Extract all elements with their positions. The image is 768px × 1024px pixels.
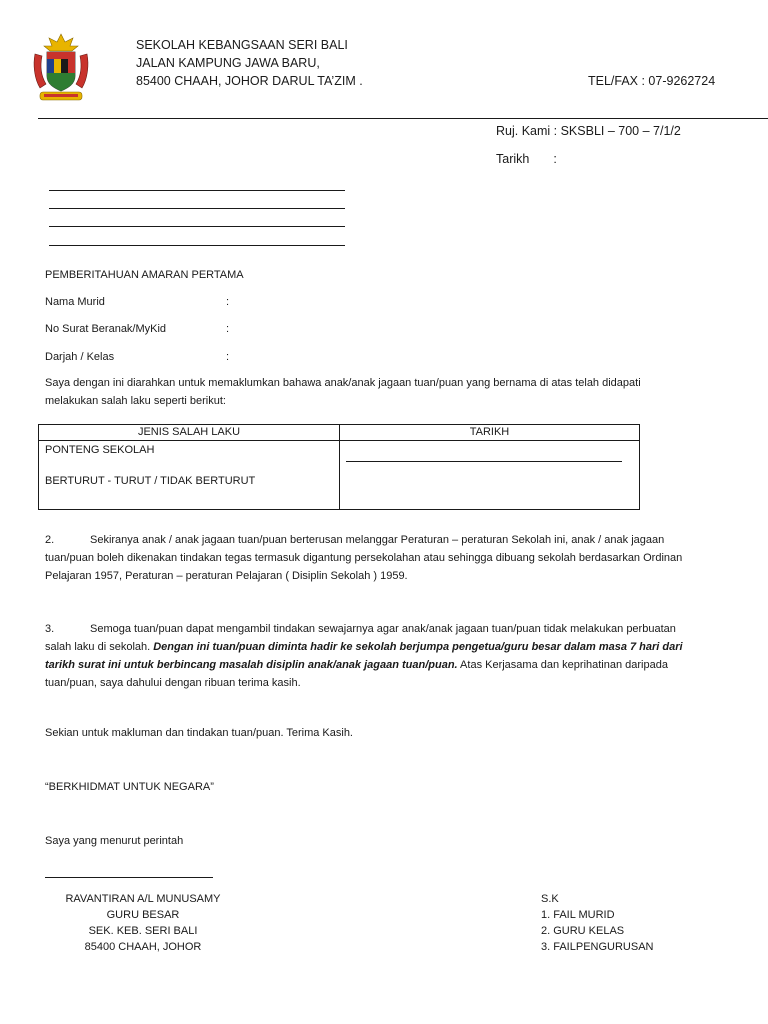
signer-title: GURU BESAR xyxy=(106,909,180,921)
paragraph-3 xyxy=(45,620,685,692)
recipient-address-line xyxy=(49,245,345,246)
school-address-line1: JALAN KAMPUNG JAWA BARU, xyxy=(136,56,320,70)
cc-item: 2. GURU KELAS xyxy=(541,925,625,937)
date-colon: : xyxy=(553,152,557,166)
offense-type-cell xyxy=(39,441,340,510)
signer-name: RAVANTIRAN A/L MUNUSAMY xyxy=(65,893,221,905)
header-divider xyxy=(38,118,768,119)
paragraph-2 xyxy=(45,531,685,585)
cc-item: 1. FAIL MURID xyxy=(541,909,615,921)
paragraph-number: 2. xyxy=(45,534,55,546)
offense-type-line1: PONTENG SEKOLAH xyxy=(45,444,155,456)
signature-line xyxy=(45,877,213,878)
offense-type-line2: BERTURUT - TURUT / TIDAK BERTURUT xyxy=(45,475,256,488)
recipient-address-line xyxy=(49,208,345,209)
motto: “BERKHIDMAT UNTUK NEGARA” xyxy=(45,781,214,793)
paragraph-3-emphasis: Dengan ini tuan/puan diminta hadir ke sekolah berjumpa pengetua/guru besar dalam masa 7 hari dari tarikh surat ini untuk berbincang masalah disiplin anak/anak jagaan tuan/puan. xyxy=(45,641,683,671)
date-blank-line xyxy=(346,461,622,462)
cc-label: S.K xyxy=(541,893,559,905)
telfax: TEL/FAX : 07-9262724 xyxy=(588,74,716,88)
date-field xyxy=(496,152,557,167)
school-name: SEKOLAH KEBANGSAAN SERI BALI xyxy=(136,38,348,52)
reference-number: Ruj. Kami : SKSBLI – 700 – 7/1/2 xyxy=(496,124,681,138)
field-label-class: Darjah / Kelas xyxy=(45,351,115,363)
notice-title: PEMBERITAHUAN AMARAN PERTAMA xyxy=(45,269,244,281)
recipient-address-line xyxy=(49,226,345,227)
coat-of-arms-icon xyxy=(32,32,90,106)
intro-paragraph: Saya dengan ini diarahkan untuk memaklumkan bahawa anak/anak jagaan tuan/puan yang bernama di atas telah didapati melakukan salah laku seperti berikut: xyxy=(45,377,641,407)
offense-table xyxy=(38,424,640,510)
table-header-row xyxy=(39,425,640,441)
signer-school: SEK. KEB. SERI BALI xyxy=(88,925,198,937)
signer-location: 85400 CHAAH, JOHOR xyxy=(84,941,202,953)
recipient-address-line xyxy=(49,190,345,191)
paragraph-3-text-b: Atas Kerjasama dan keprihatinan daripada tuan/puan, saya dahului dengan ribuan terima kasih. xyxy=(45,659,668,689)
paragraph-2-text: Sekiranya anak / anak jagaan tuan/puan berterusan melanggar Peraturan – peraturan Sekolah ini, anak / anak jagaan tuan/puan boleh dikenakan tindakan tegas termasuk digantung persekolahan atau sehingga dibuang sekolah berdasarkan Ordinan Pelajaran 1957, Peraturan – peraturan Pelajaran ( Disiplin Sekolah ) 1959. xyxy=(45,534,683,582)
field-colon: : xyxy=(226,351,230,363)
column-header-offense-type: JENIS SALAH LAKU xyxy=(39,425,340,441)
field-label-birth-cert: No Surat Beranak/MyKid xyxy=(45,323,167,335)
table-row xyxy=(39,441,640,510)
cc-item: 3. FAILPENGURUSAN xyxy=(541,941,654,953)
closing-signoff: Saya yang menurut perintah xyxy=(45,835,184,847)
column-header-date: TARIKH xyxy=(340,425,640,441)
field-colon: : xyxy=(226,296,230,308)
date-label: Tarikh xyxy=(496,152,530,166)
paragraph-3-text-a: Semoga tuan/puan dapat mengambil tindakan sewajarnya agar anak/anak jagaan tuan/puan tidak melakukan perbuatan salah laku di sekolah. xyxy=(45,623,676,653)
field-colon: : xyxy=(226,323,230,335)
paragraph-number: 3. xyxy=(45,623,55,635)
field-label-student-name: Nama Murid xyxy=(45,296,105,308)
closing-sentence: Sekian untuk makluman dan tindakan tuan/puan. Terima Kasih. xyxy=(45,727,353,739)
offense-date-cell xyxy=(340,441,640,510)
cc-block xyxy=(541,891,653,955)
signer-block xyxy=(40,891,246,955)
school-address-line2: 85400 CHAAH, JOHOR DARUL TA’ZIM . xyxy=(136,74,363,88)
